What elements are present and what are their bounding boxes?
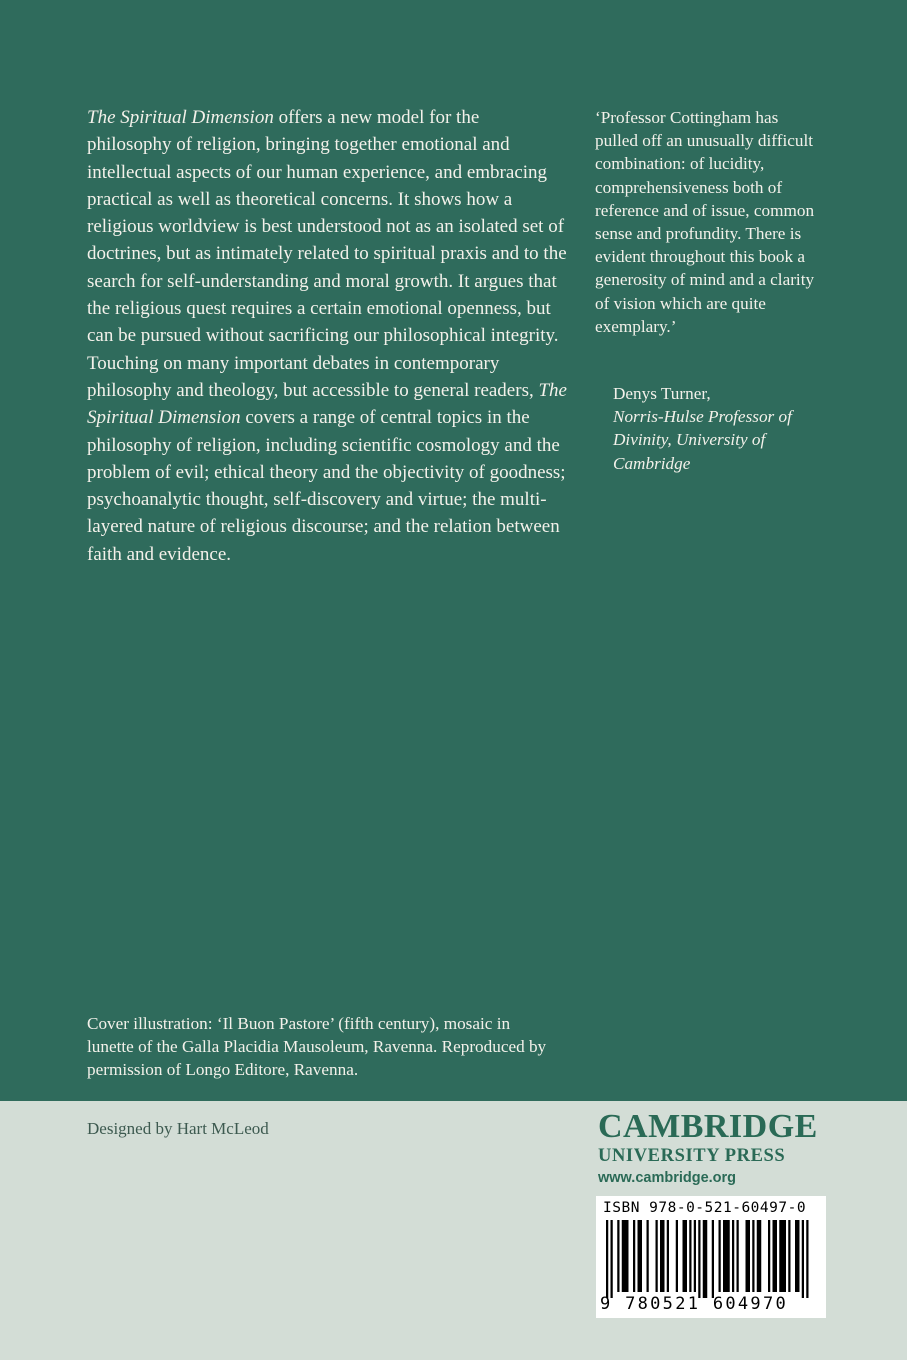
barcode-bar	[617, 1220, 619, 1292]
barcode-bar	[712, 1220, 714, 1298]
review-quote: ‘Professor Cottingham has pulled off an unusually difficult combination: of lucidity, comprehensiveness both of reference and of issue, common sense and profundity. There is evident throughout this book a generosity of mind and a clarity of vision which are quite exemplary.’	[595, 108, 815, 336]
publisher-logo	[598, 1108, 838, 1188]
barcode-bar	[638, 1220, 643, 1292]
barcode-bar	[689, 1220, 691, 1292]
reviewer-name: Denys Turner,	[613, 384, 711, 403]
barcode-bar	[694, 1220, 696, 1292]
barcode-bar	[768, 1220, 770, 1292]
barcode-bar	[633, 1220, 635, 1292]
barcode-bar	[723, 1220, 730, 1292]
barcode-bar	[795, 1220, 800, 1292]
barcode-bar	[746, 1220, 751, 1292]
barcode-bar	[802, 1220, 804, 1298]
barcode-bar	[732, 1220, 734, 1292]
isbn-barcode	[596, 1196, 826, 1318]
barcode-bar	[683, 1220, 688, 1292]
publisher-url: www.cambridge.org	[598, 1170, 737, 1186]
blurb-text: offers a new model for the philosophy of religion, bringing together emotional and intellectual aspects of our human experience, and embracing practical as well as theoretical concerns. It shows how a religious worldview is best understood not as an isolated set of doctrines, but as intimately related to spiritual praxis and to the search for self-understanding and moral growth. It argues that the religious quest requires a certain emotional openness, but can be pursued without sacrificing our philosophical integrity. Touching on many important debates in contemporary philosophy and theology, but accessible to general readers,	[87, 107, 567, 401]
barcode-bar	[788, 1220, 790, 1292]
barcode-bar	[606, 1220, 608, 1298]
barcode-bar	[622, 1220, 629, 1292]
book-title-italic: The Spiritual Dimension	[87, 379, 567, 429]
barcode-digits: 9 780521 604970	[600, 1294, 789, 1314]
designer-credit: Designed by Hart McLeod	[87, 1119, 269, 1138]
barcode-bar	[647, 1220, 649, 1292]
barcode-bar	[773, 1220, 778, 1292]
barcode-bar	[698, 1220, 700, 1298]
blurb-text: covers a range of central topics in the philosophy of religion, including scientific cosmology and the problem of evil; ethical theory and the objectivity of goodness; psychoanalytic thought, self-discovery and virtue; the multi-layered nature of religious discourse; and the relation between faith and evidence.	[87, 407, 566, 565]
publisher-subtitle: UNIVERSITY PRESS	[598, 1146, 786, 1166]
barcode-bar	[703, 1220, 708, 1298]
book-title-italic: The Spiritual Dimension	[87, 107, 274, 128]
barcode-bar	[737, 1220, 739, 1292]
isbn-number: ISBN 978-0-521-60497-0	[603, 1200, 807, 1216]
barcode-bar	[667, 1220, 669, 1292]
review-attribution	[613, 382, 828, 475]
barcode-bar	[757, 1220, 762, 1292]
cover-illustration-credit: Cover illustration: ‘Il Buon Pastore’ (fifth century), mosaic in lunette of the Galla Placidia Mausoleum, Ravenna. Reproduced by permission of Longo Editore, Ravenna.	[87, 1014, 547, 1080]
barcode-bar	[779, 1220, 786, 1292]
book-blurb	[87, 104, 567, 568]
barcode-bars	[602, 1220, 822, 1298]
publisher-name: CAMBRIDGE	[598, 1108, 818, 1145]
barcode-bar	[660, 1220, 665, 1292]
reviewer-role: Norris-Hulse Professor of Divinity, University of Cambridge	[613, 407, 792, 473]
barcode-bar	[806, 1220, 808, 1298]
barcode-bar	[752, 1220, 754, 1292]
barcode-bar	[676, 1220, 678, 1292]
barcode-bar	[719, 1220, 721, 1292]
barcode-bar	[611, 1220, 613, 1298]
barcode-bar	[656, 1220, 658, 1292]
